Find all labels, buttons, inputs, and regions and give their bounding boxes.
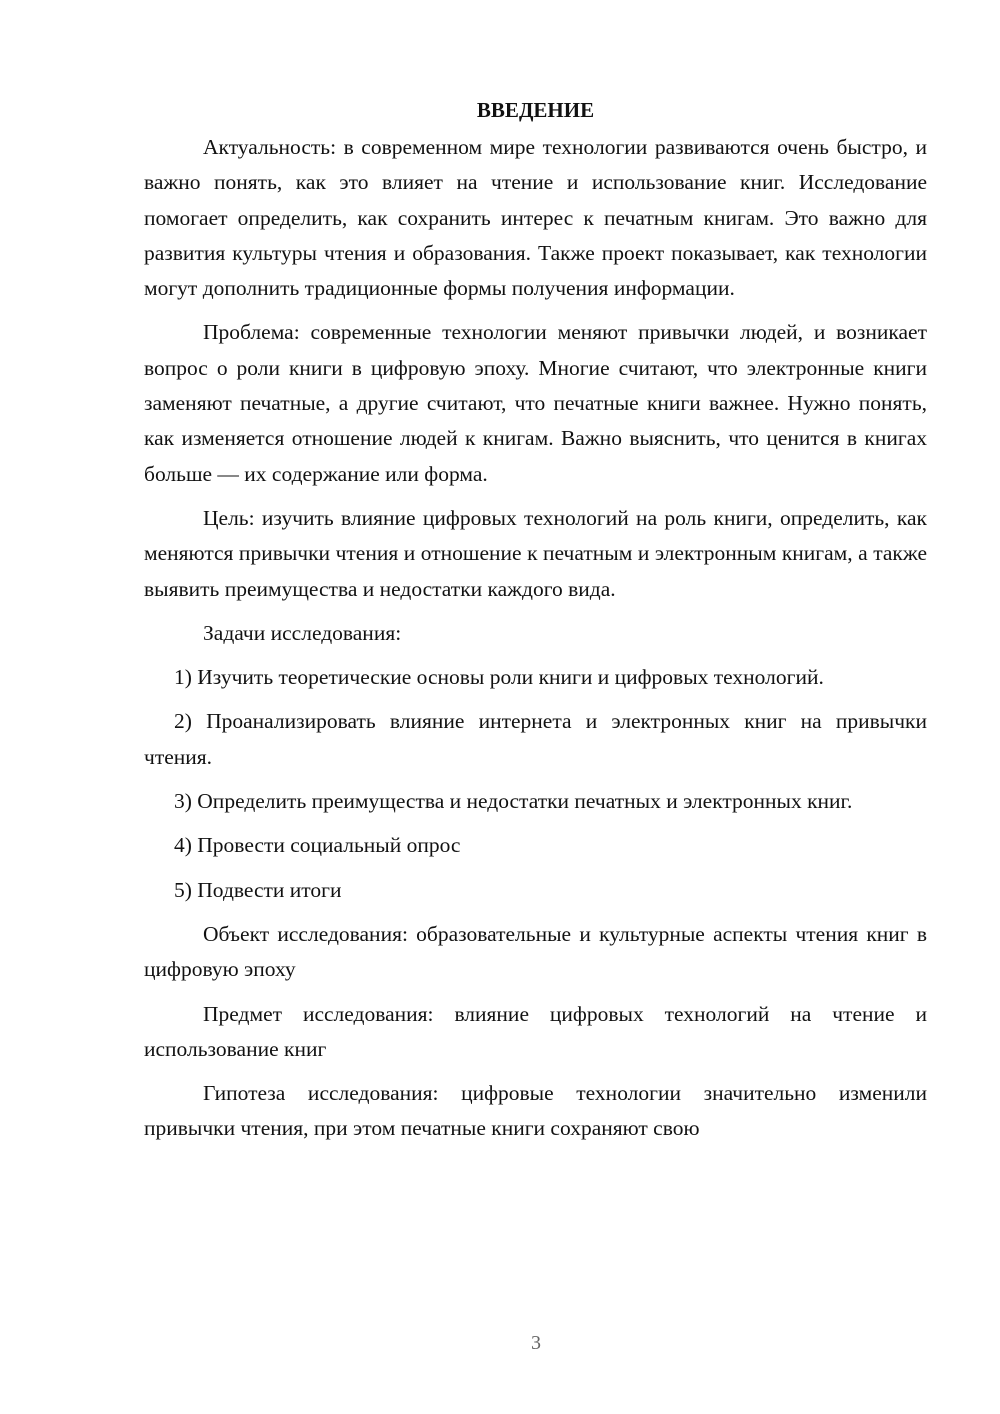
paragraph-object: Объект исследования: образовательные и культурные аспекты чтения книг в цифровую эпоху	[144, 921, 927, 982]
task-item-3: 3) Определить преимущества и недостатки печатных и электронных книг.	[174, 789, 853, 814]
tasks-heading: Задачи исследования:	[203, 620, 402, 645]
paragraph-goal: Цель: изучить влияние цифровых технологий на роль книги, определить, как меняются привычки чтения и отношение к печатным и электронным книгам, а также выявить преимущества и недостатки каждого вида.	[144, 505, 927, 601]
section-title: ВВЕДЕНИЕ	[476, 98, 595, 122]
document-page	[144, 92, 927, 1156]
paragraph-relevance: Актуальность: в современном мире технологии развиваются очень быстро, и важно понять, как это влияет на чтение и использование книг. Исследование помогает определить, как сохранить интерес к печатным книгам. Это важно для развития культуры чтения и образования. Также проект показывает, как технологии могут дополнить традиционные формы получения информации.	[144, 135, 927, 301]
task-item-5: 5) Подвести итоги	[174, 877, 342, 902]
page-number: 3	[531, 1332, 541, 1354]
paragraph-hypothesis: Гипотеза исследования: цифровые технологии значительно изменили привычки чтения, при этом печатные книги сохраняют свою	[144, 1081, 927, 1141]
task-item-2: 2) Проанализировать влияние интернета и электронных книг на привычки чтения.	[144, 709, 927, 769]
task-item-4: 4) Провести социальный опрос	[174, 833, 461, 858]
paragraph-problem: Проблема: современные технологии меняют привычки людей, и возникает вопрос о роли книги в цифровую эпоху. Многие считают, что электронные книги заменяют печатные, а другие считают, что печатные книги важнее. Нужно понять, как изменяется отношение людей к книгам. Важно выяснить, что ценится в книгах больше — их содержание или форма.	[144, 320, 927, 486]
paragraph-subject: Предмет исследования: влияние цифровых технологий на чтение и использование книг	[144, 1001, 927, 1061]
task-item-1: 1) Изучить теоретические основы роли книги и цифровых технологий.	[174, 665, 824, 690]
